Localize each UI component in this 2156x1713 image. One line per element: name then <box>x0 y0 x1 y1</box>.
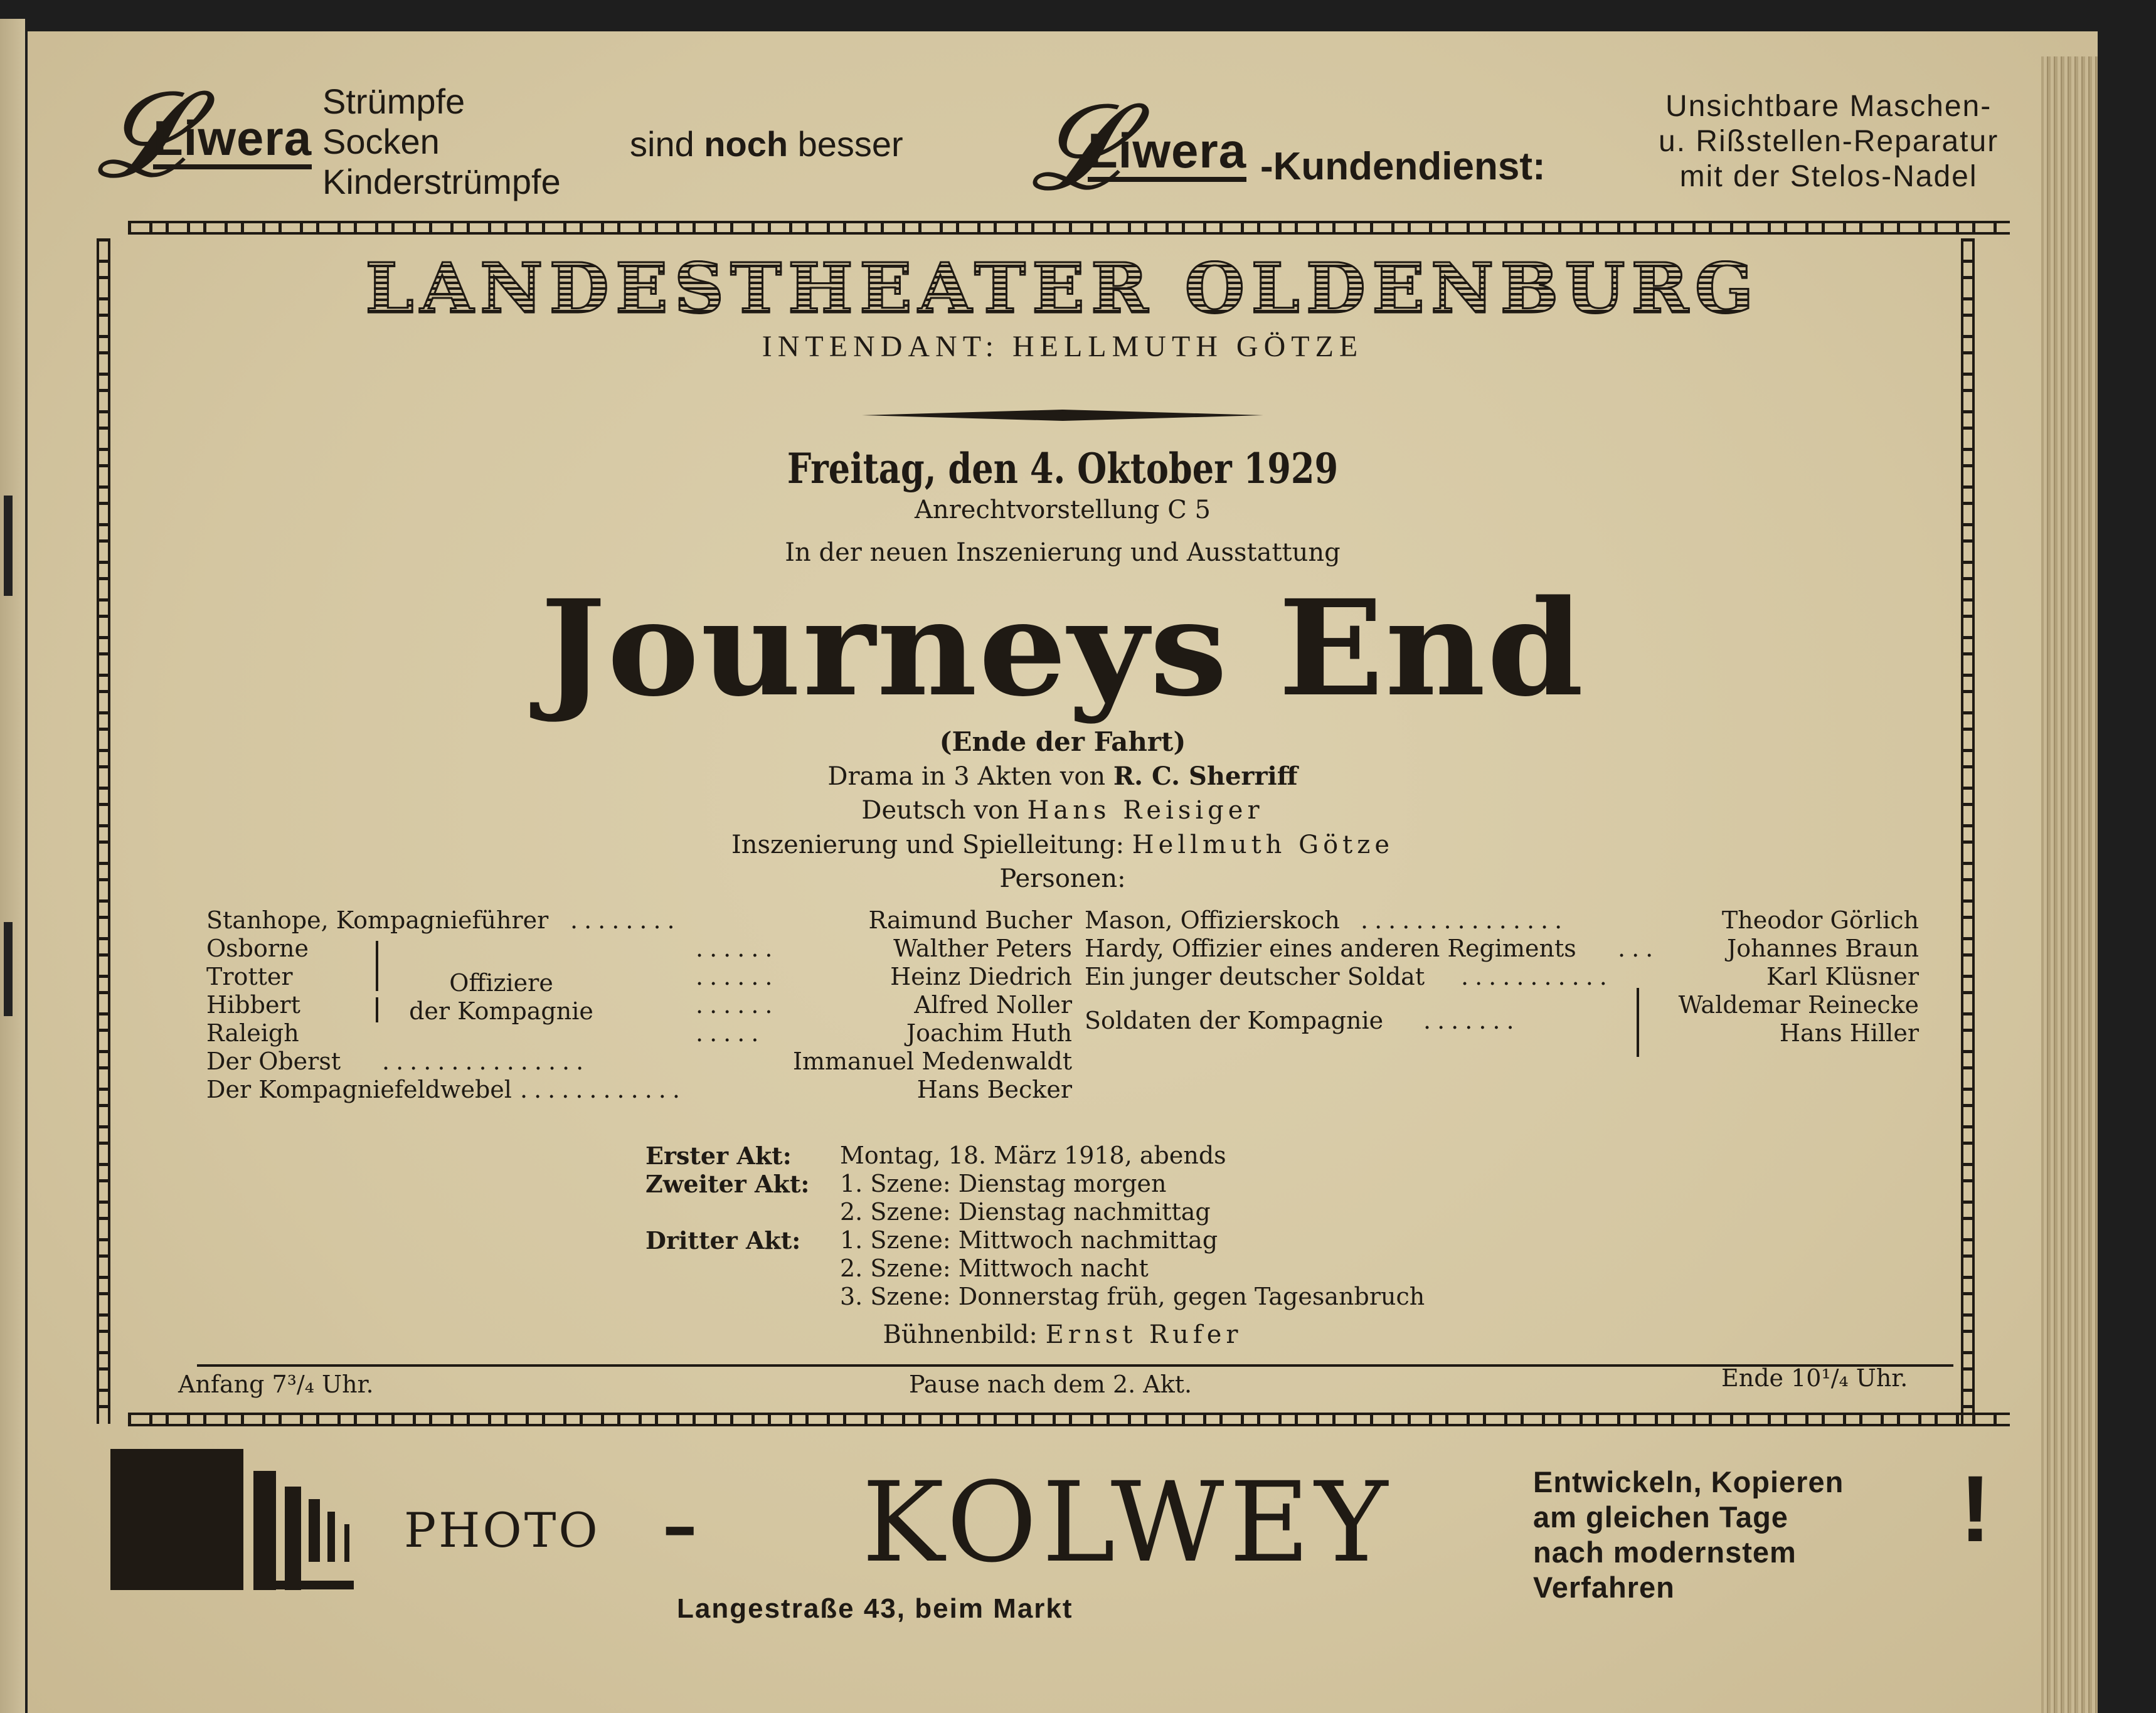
intendant: INTENDANT: HELLMUTH GÖTZE <box>762 330 1364 363</box>
genre-line: Drama in 3 Akten von R. C. Sherriff <box>827 761 1298 791</box>
actor: Walther Peters <box>893 935 1072 962</box>
actor: Karl Klüsner <box>1766 963 1919 990</box>
persons-label: Personen: <box>999 864 1126 893</box>
actor: Joachim Huth <box>906 1019 1072 1047</box>
liwera-repair-info: Unsichtbare Maschen- u. Rißstellen-Reparatur mit der Stelos-Nadel <box>1659 90 1999 193</box>
direction-line: Inszenierung und Spielleitung: Hellmuth Götze <box>731 830 1394 859</box>
play-title: Journeys End <box>540 571 1585 726</box>
role: Mason, Offizierskoch <box>1085 906 1340 934</box>
pause-note: Pause nach dem 2. Akt. <box>909 1371 1192 1398</box>
translator: Hans Reisiger <box>1027 796 1264 825</box>
page-stack-edge <box>2041 56 2098 1713</box>
liwera-service: -Kundendienst: <box>1260 145 1546 188</box>
act-scene: 2. Szene: Dienstag nachmittag <box>840 1198 1211 1226</box>
role: Osborne <box>206 935 309 962</box>
liwera-slogan: sind noch besser <box>630 124 903 164</box>
actor: Theodor Görlich <box>1721 906 1919 934</box>
translation-line: Deutsch von Hans Reisiger <box>861 796 1264 825</box>
act-scene: 1. Szene: Mittwoch nachmittag <box>840 1226 1218 1254</box>
kolwey-address: Langestraße 43, beim Markt <box>677 1593 1073 1624</box>
product-item: Socken <box>322 122 440 161</box>
act-scene: 1. Szene: Dienstag morgen <box>840 1170 1167 1197</box>
previous-page-edge <box>0 19 25 1713</box>
role: Der Kompagniefeldwebel <box>206 1076 512 1103</box>
liwera-logo-second: 𝓛 Liwera <box>1031 78 1247 216</box>
role: Stanhope, Kompagnieführer <box>206 906 549 934</box>
cast-left: Stanhope, Kompagnieführer ........ Raimund Bucher Osborne ...... Walther Peters Trotter ...... Heinz Diedrich Hibbert ...... Alfred Noller Raleigh ..... Joachim Huth Der Oberst ............... Immanuel Medenwaldt Der Kompagniefeldwebel ............ Hans Becker Offiziere der Kompagnie <box>206 906 1072 1103</box>
cast-right: Mason, Offizierskoch ............... Theodor Görlich Hardy, Offizier eines anderen Regiments ... Johannes Braun Ein junger deutscher Soldat ........... Karl Klüsner Soldaten der Kompagnie ....... Waldemar Reinecke Hans Hiller <box>1085 906 1919 1107</box>
actor: Waldemar Reinecke <box>1678 991 1919 1019</box>
stage-design: Bühnenbild: Ernst Rufer <box>883 1320 1243 1349</box>
footer-rule <box>197 1364 1953 1367</box>
officers-group-label: Offiziere der Kompagnie <box>409 969 593 1025</box>
soldiers-role: Soldaten der Kompagnie <box>1085 1007 1384 1034</box>
kolwey-name: KOLWEY <box>862 1458 1393 1587</box>
newspaper-page <box>28 31 2098 1713</box>
act-scene: 3. Szene: Donnerstag früh, gegen Tagesanbruch <box>840 1283 1425 1310</box>
product-item: Strümpfe <box>322 82 465 121</box>
actor: Heinz Diedrich <box>890 963 1072 990</box>
subscription: Anrechtvorstellung C 5 <box>915 496 1211 524</box>
role: Trotter <box>206 963 293 990</box>
frame-left <box>97 238 110 1424</box>
liwera-logo-text: Liwera <box>153 113 312 169</box>
actor: Johannes Braun <box>1727 935 1919 962</box>
play-subtitle: (Ende der Fahrt) <box>939 726 1186 757</box>
liwera-logo-text: Liwera <box>1088 125 1246 182</box>
role: Hibbert <box>206 991 300 1019</box>
frame-bottom <box>128 1413 2010 1426</box>
actor: Hans Becker <box>916 1076 1072 1103</box>
role: Der Oberst <box>206 1047 341 1075</box>
photo-word: PHOTO <box>404 1502 600 1558</box>
theater-title: LANDESTHEATER OLDENBURG <box>153 248 1972 329</box>
liwera-logo: 𝓛 Liwera <box>97 65 312 204</box>
author: R. C. Sherriff <box>1113 761 1298 791</box>
role: Hardy, Offizier eines anderen Regiments <box>1085 935 1576 962</box>
divider-rule <box>862 410 1263 421</box>
act-label: Erster Akt: <box>645 1142 792 1170</box>
performance-date: Freitag, den 4. Oktober 1929 <box>787 444 1339 493</box>
frame-top <box>128 221 2010 235</box>
actor: Raimund Bucher <box>868 906 1072 934</box>
product-item: Kinderstrümpfe <box>322 162 561 201</box>
actor: Hans Hiller <box>1779 1019 1919 1047</box>
director: Hellmuth Götze <box>1132 830 1394 859</box>
staging-note: In der neuen Inszenierung und Ausstattung <box>785 538 1341 567</box>
officers-brace <box>376 941 378 991</box>
end-time: Ende 10¹/₄ Uhr. <box>1721 1364 1908 1392</box>
act-label: Dritter Akt: <box>645 1226 801 1254</box>
officers-brace <box>376 997 378 1022</box>
kolwey-services: Entwickeln, Kopieren am gleichen Tage nach modernstem Verfahren <box>1533 1465 1844 1604</box>
acts-schedule <box>645 1142 1524 1342</box>
role: Raleigh <box>206 1019 299 1047</box>
start-time: Anfang 7³/₄ Uhr. <box>178 1371 374 1398</box>
liwera-products <box>322 82 561 202</box>
act-scene: 2. Szene: Mittwoch nacht <box>840 1254 1149 1282</box>
soldiers-brace <box>1637 988 1639 1057</box>
actor: Immanuel Medenwaldt <box>792 1047 1072 1075</box>
actor: Alfred Noller <box>914 991 1072 1019</box>
page-mark <box>4 922 13 1016</box>
role: Ein junger deutscher Soldat <box>1085 963 1425 990</box>
exclamation-mark: ! <box>1960 1456 1992 1561</box>
act-scene: Montag, 18. März 1918, abends <box>840 1142 1226 1169</box>
photo-dash: - <box>661 1458 704 1587</box>
page-mark <box>4 496 13 596</box>
act-label: Zweiter Akt: <box>645 1170 810 1198</box>
